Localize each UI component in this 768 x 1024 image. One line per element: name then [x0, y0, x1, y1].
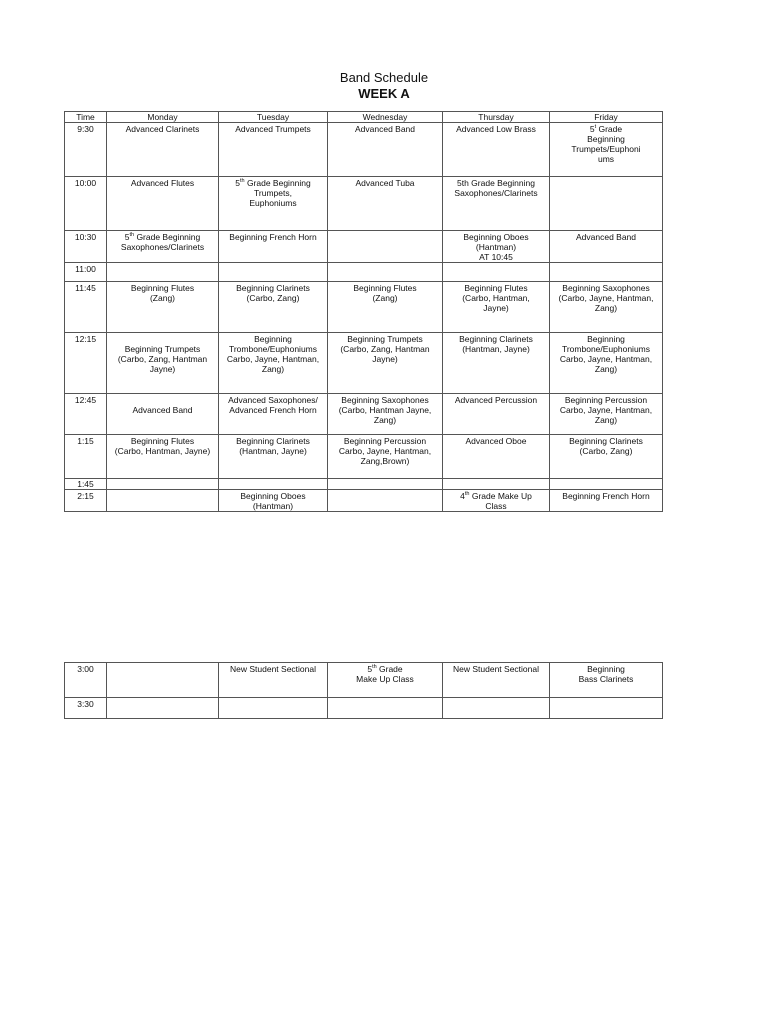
- table-row: [65, 282, 663, 333]
- cell-monday: [107, 263, 219, 282]
- cell-friday: Beginning Percussion Carbo, Jayne, Hantman, Zang): [550, 394, 663, 435]
- cell-thursday: 5th Grade Beginning Saxophones/Clarinets: [443, 177, 550, 231]
- time-cell: 3:30: [65, 698, 107, 719]
- cell-monday: [107, 698, 219, 719]
- header-tuesday: Tuesday: [219, 112, 328, 123]
- cell-wednesday: Beginning Trumpets (Carbo, Zang, Hantman Jayne): [328, 333, 443, 394]
- cell-friday: 5$^t$ Grade Beginning Trumpets/Euphoni ums: [550, 123, 663, 177]
- header-row: [65, 112, 663, 123]
- cell-tuesday: Beginning Trombone/Euphoniums Carbo, Jayne, Hantman, Zang): [219, 333, 328, 394]
- header-time: Time: [65, 112, 107, 123]
- cell-tuesday: Beginning Oboes (Hantman): [219, 490, 328, 512]
- cell-wednesday: Beginning Percussion Carbo, Jayne, Hantman, Zang,Brown): [328, 435, 443, 479]
- time-cell: 9:30: [65, 123, 107, 177]
- header-wednesday: Wednesday: [328, 112, 443, 123]
- cell-friday: Beginning Clarinets (Carbo, Zang): [550, 435, 663, 479]
- cell-friday: [550, 263, 663, 282]
- time-cell: 11:45: [65, 282, 107, 333]
- cell-thursday: [443, 698, 550, 719]
- ordinal-suffix: th: [464, 491, 470, 498]
- cell-tuesday: Beginning French Horn: [219, 231, 328, 263]
- table-row: [65, 663, 663, 698]
- cell-thursday: [443, 263, 550, 282]
- cell-friday: Advanced Band: [550, 231, 663, 263]
- cell-tuesday: [219, 479, 328, 490]
- cell-friday: Beginning Trombone/Euphoniums Carbo, Jayne, Hantman, Zang): [550, 333, 663, 394]
- cell-friday: Beginning French Horn: [550, 490, 663, 512]
- cell-thursday: 4th Grade Make Up Class: [443, 490, 550, 512]
- table-row: [65, 435, 663, 479]
- cell-wednesday: Advanced Band: [328, 123, 443, 177]
- time-cell: 3:00: [65, 663, 107, 698]
- page-title: Band Schedule: [339, 70, 429, 85]
- cell-thursday: Beginning Oboes (Hantman) AT 10:45: [443, 231, 550, 263]
- time-cell: 1:15: [65, 435, 107, 479]
- table-row: [65, 698, 663, 719]
- schedule-table: [64, 111, 663, 512]
- cell-wednesday: [328, 698, 443, 719]
- cell-tuesday: Beginning Clarinets (Hantman, Jayne): [219, 435, 328, 479]
- cell-wednesday: 5th Grade Make Up Class: [328, 663, 443, 698]
- time-cell: 1:45: [65, 479, 107, 490]
- cell-wednesday: [328, 479, 443, 490]
- cell-tuesday: Advanced Saxophones/ Advanced French Horn: [219, 394, 328, 435]
- cell-wednesday: [328, 231, 443, 263]
- page-subtitle: WEEK A: [358, 86, 410, 101]
- table-row: [65, 333, 663, 394]
- table-row: [65, 394, 663, 435]
- cell-tuesday: 5th Grade Beginning Trumpets, Euphoniums: [219, 177, 328, 231]
- cell-thursday: Advanced Percussion: [443, 394, 550, 435]
- cell-tuesday: Beginning Clarinets (Carbo, Zang): [219, 282, 328, 333]
- cell-friday: [550, 177, 663, 231]
- cell-thursday: [443, 479, 550, 490]
- cell-wednesday: Advanced Tuba: [328, 177, 443, 231]
- table-row: [65, 263, 663, 282]
- cell-monday: Advanced Flutes: [107, 177, 219, 231]
- cell-monday: Advanced Clarinets: [107, 123, 219, 177]
- cell-monday: Advanced Band: [107, 394, 219, 435]
- cell-wednesday: [328, 263, 443, 282]
- cell-wednesday: Beginning Flutes (Zang): [328, 282, 443, 333]
- ordinal-suffix: th: [372, 664, 377, 671]
- cell-monday: [107, 490, 219, 512]
- cell-monday: Beginning Flutes (Zang): [107, 282, 219, 333]
- cell-friday: [550, 479, 663, 490]
- time-cell: 10:30: [65, 231, 107, 263]
- cell-monday: [107, 663, 219, 698]
- cell-monday: [107, 479, 219, 490]
- time-cell: 12:45: [65, 394, 107, 435]
- ordinal-suffix: th: [239, 178, 245, 185]
- cell-thursday: Advanced Low Brass: [443, 123, 550, 177]
- cell-monday: 5th Grade Beginning Saxophones/Clarinets: [107, 231, 219, 263]
- time-cell: 11:00: [65, 263, 107, 282]
- table-row: [65, 490, 663, 512]
- time-cell: 12:15: [65, 333, 107, 394]
- cell-tuesday: New Student Sectional: [219, 663, 328, 698]
- cell-thursday: Beginning Clarinets (Hantman, Jayne): [443, 333, 550, 394]
- ordinal-suffix: th: [129, 232, 135, 239]
- cell-friday: Beginning Bass Clarinets: [550, 663, 663, 698]
- cell-tuesday: Advanced Trumpets: [219, 123, 328, 177]
- time-cell: 10:00: [65, 177, 107, 231]
- cell-tuesday: [219, 263, 328, 282]
- table-row: [65, 231, 663, 263]
- cell-thursday: New Student Sectional: [443, 663, 550, 698]
- header-thursday: Thursday: [443, 112, 550, 123]
- cell-monday: Beginning Flutes (Carbo, Hantman, Jayne): [107, 435, 219, 479]
- cell-friday: Beginning Saxophones (Carbo, Jayne, Hantman, Zang): [550, 282, 663, 333]
- cell-thursday: Beginning Flutes (Carbo, Hantman, Jayne): [443, 282, 550, 333]
- cell-tuesday: [219, 698, 328, 719]
- table-row: [65, 177, 663, 231]
- ordinal-suffix: t: [594, 124, 597, 131]
- cell-monday: Beginning Trumpets (Carbo, Zang, Hantman Jayne): [107, 333, 219, 394]
- table-row: [65, 123, 663, 177]
- header-monday: Monday: [107, 112, 219, 123]
- cell-wednesday: [328, 490, 443, 512]
- cell-wednesday: Beginning Saxophones (Carbo, Hantman Jayne, Zang): [328, 394, 443, 435]
- header-friday: Friday: [550, 112, 663, 123]
- table-row: [65, 479, 663, 490]
- cell-thursday: Advanced Oboe: [443, 435, 550, 479]
- schedule-table-continued: [64, 662, 663, 719]
- time-cell: 2:15: [65, 490, 107, 512]
- cell-friday: [550, 698, 663, 719]
